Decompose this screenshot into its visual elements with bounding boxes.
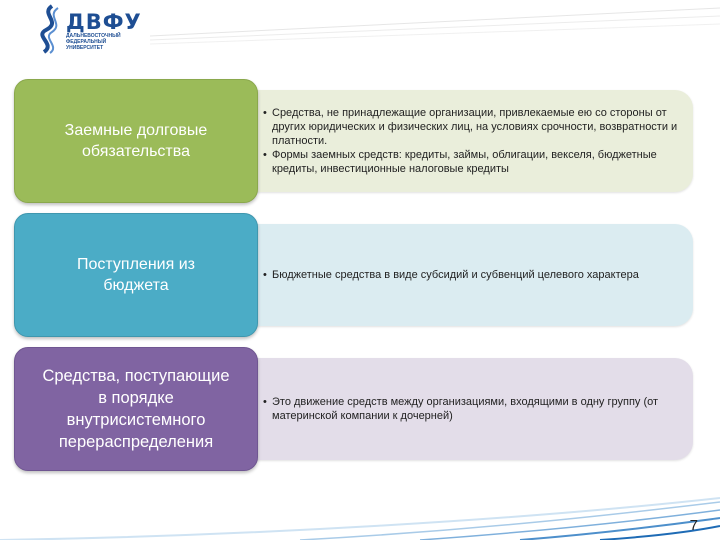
row-2-title-box <box>14 213 258 337</box>
row-1-bullet-1: • Средства, не принадлежащие организации, привлекаемые ею со стороны от других юридических и физических лиц, на условиях срочности, возвратности и платности. <box>272 106 683 148</box>
row-1-bullet-2: • Формы заемных средств: кредиты, займы, облигации, векселя, бюджетные кредиты, инвестиционные налоговые кредиты <box>272 148 683 176</box>
row-3-title-box <box>14 347 258 471</box>
row-1-details <box>256 90 693 192</box>
row-3-details <box>256 358 693 460</box>
row-3-title: Средства, поступающие в порядке внутрисистемного перераспределения <box>42 367 230 451</box>
page-number: 7 <box>689 517 698 534</box>
row-2-title: Поступления из бюджета <box>77 256 195 294</box>
footer-decoration <box>0 480 720 540</box>
logo-text: ДВФУ <box>66 10 142 34</box>
logo-wave-icon <box>34 4 64 54</box>
row-3-bullet-1: • Это движение средств между организациями, входящими в одну группу (от материнской компании к дочерней) <box>272 395 683 423</box>
row-2-bullet-1: • Бюджетные средства в виде субсидий и субвенций целевого характера <box>272 268 639 282</box>
row-2-details <box>256 224 693 326</box>
logo-subtitle: ДАЛЬНЕВОСТОЧНЫЙ ФЕДЕРАЛЬНЫЙ УНИВЕРСИТЕТ <box>66 33 121 51</box>
row-1-title-box <box>14 79 258 203</box>
row-1-title: Заемные долговые обязательства <box>64 122 208 160</box>
